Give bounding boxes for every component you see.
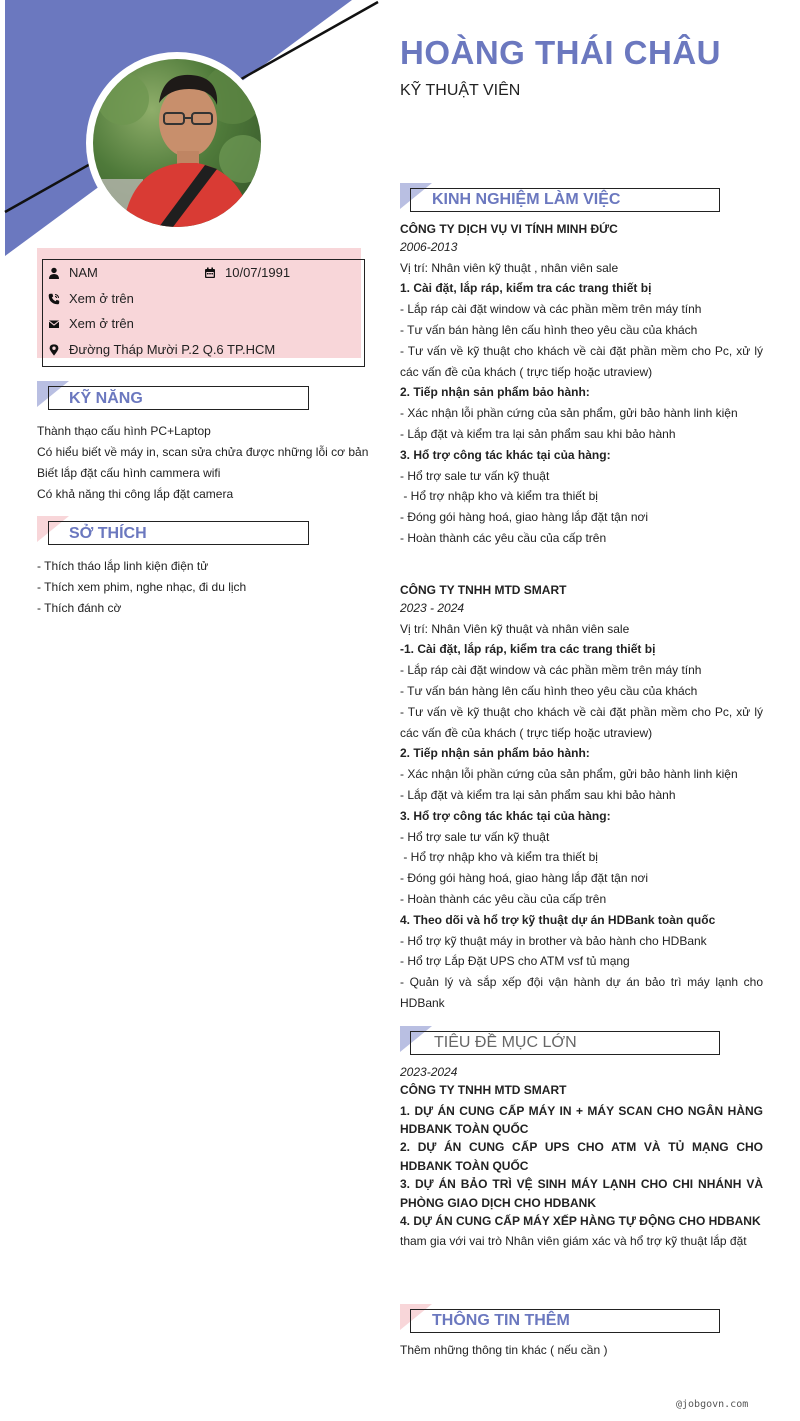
job-position: Vị trí: Nhân viên kỹ thuật , nhân viên sale bbox=[400, 260, 619, 275]
duty-heading: 4. Theo dõi và hổ trợ kỹ thuật dự án HDBank toàn quốc bbox=[400, 912, 716, 927]
duty-item: - Tư vấn bán hàng lên cấu hình theo yêu cầu của khách bbox=[400, 322, 698, 337]
job-period: 2023 - 2024 bbox=[400, 600, 465, 615]
contact-birthday bbox=[204, 265, 290, 280]
hobby-item: - Thích tháo lắp linh kiện điện tử bbox=[37, 559, 209, 573]
birthday-value: 10/07/1991 bbox=[225, 265, 291, 280]
hobby-item: - Thích đánh cờ bbox=[37, 601, 122, 615]
job-position: Vị trí: Nhân Viên kỹ thuật và nhân viên sale bbox=[400, 621, 630, 636]
duty-item: - Lắp đặt và kiểm tra lại sản phẩm sau khi bảo hành bbox=[400, 426, 676, 441]
duty-item: - Xác nhận lỗi phần cứng của sản phẩm, gửi bảo hành linh kiện bbox=[400, 767, 738, 782]
duty-heading: 1. Cài đặt, lắp ráp, kiểm tra các trang thiết bị bbox=[400, 281, 652, 296]
project-role: tham gia với vai trò Nhân viên giám xác và hổ trợ kỹ thuật lắp đặt bbox=[400, 1234, 747, 1249]
section-title: KỸ NĂNG bbox=[69, 390, 143, 407]
duty-heading: 2. Tiếp nhận sản phẩm bảo hành: bbox=[400, 746, 590, 761]
gender-value: NAM bbox=[69, 265, 98, 280]
contact-email[interactable] bbox=[48, 316, 134, 331]
contact-address bbox=[48, 342, 275, 357]
avatar bbox=[86, 52, 268, 234]
hobby-item: - Thích xem phim, nghe nhạc, đi du lịch bbox=[37, 580, 247, 594]
section-title: TIÊU ĐỀ MỤC LỚN bbox=[434, 1034, 577, 1051]
duty-item: - Lắp đặt và kiểm tra lại sản phẩm sau khi bảo hành bbox=[400, 787, 676, 802]
duty-heading: 2. Tiếp nhận sản phẩm bảo hành: bbox=[400, 385, 590, 400]
project-company: CÔNG TY TNHH MTD SMART bbox=[400, 1082, 567, 1097]
duty-item: - Tư vấn về kỹ thuật cho khách về cài đặt phần mềm cho Pc, xử lý các vấn đề của khách ( trực tiếp hoặc utraview) bbox=[400, 704, 763, 740]
duty-item: - Hổ trợ sale tư vấn kỹ thuật bbox=[400, 468, 550, 483]
email-value: Xem ở trên bbox=[69, 316, 134, 331]
duty-heading-text: 1. Cài đặt, lắp ráp, kiểm tra các trang thiết bị bbox=[404, 642, 656, 657]
contact-gender bbox=[48, 265, 98, 280]
duty-item: - Lắp ráp cài đặt window và các phần mềm trên máy tính bbox=[400, 663, 702, 678]
candidate-name: HOÀNG THÁI CHÂU bbox=[400, 34, 721, 71]
duty-item: - Hổ trợ nhập kho và kiểm tra thiết bị bbox=[400, 489, 598, 504]
duty-heading: 3. Hổ trợ công tác khác tại của hàng: bbox=[400, 447, 611, 462]
job-entry-2 bbox=[400, 580, 763, 1014]
project-item: 2. DỰ ÁN CUNG CẤP UPS CHO ATM VÀ TỦ MẠNG CHO HDBANK TOÀN QUỐC bbox=[400, 1140, 763, 1173]
section-title: KINH NGHIỆM LÀM VIỆC bbox=[432, 191, 621, 208]
job-period: 2006-2013 bbox=[400, 239, 458, 254]
project-item: 4. DỰ ÁN CUNG CẤP MÁY XẾP HÀNG TỰ ĐỘNG CHO HDBANK bbox=[400, 1214, 761, 1229]
duty-heading bbox=[400, 639, 763, 660]
company-name: CÔNG TY DỊCH VỤ VI TÍNH MINH ĐỨC bbox=[400, 222, 618, 236]
duty-item: - Hổ trợ nhập kho và kiểm tra thiết bị bbox=[400, 850, 598, 865]
calendar-icon bbox=[204, 267, 216, 279]
skills-list bbox=[37, 421, 368, 505]
project-item: 3. DỰ ÁN BẢO TRÌ VỆ SINH MÁY LẠNH CHO CHI NHÁNH VÀ PHÒNG GIAO DỊCH CHO HDBANK bbox=[400, 1177, 763, 1210]
project-period: 2023-2024 bbox=[400, 1065, 458, 1079]
contact-phone[interactable] bbox=[48, 291, 134, 306]
duty-item: - Tư vấn về kỹ thuật cho khách về cài đặt phần mềm cho Pc, xử lý các vấn đề của khách ( trực tiếp hoặc utraview) bbox=[400, 343, 763, 379]
avatar-photo bbox=[93, 59, 261, 227]
duty-item: - Hoàn thành các yêu cầu của cấp trên bbox=[400, 891, 607, 906]
projects-block bbox=[400, 1062, 763, 1252]
skill-item: Có khả năng thi công lắp đặt camera bbox=[37, 487, 234, 501]
duty-item: - Tư vấn bán hàng lên cấu hình theo yêu cầu của khách bbox=[400, 683, 698, 698]
candidate-job-title: KỸ THUẬT VIÊN bbox=[400, 82, 521, 99]
duty-item: - Đóng gói hàng hoá, giao hàng lắp đặt tận nơi bbox=[400, 871, 649, 886]
duty-heading-prefix: - bbox=[400, 642, 404, 657]
extra-text: Thêm những thông tin khác ( nếu cần ) bbox=[400, 1343, 608, 1357]
duty-item: - Hổ trợ Lắp Đặt UPS cho ATM vsf tủ mạng bbox=[400, 954, 630, 969]
location-icon bbox=[48, 344, 60, 356]
watermark: @jobgovn.com bbox=[676, 1399, 749, 1410]
duty-item: - Xác nhận lỗi phần cứng của sản phẩm, gửi bảo hành linh kiện bbox=[400, 406, 738, 421]
skill-item: Thành thạo cấu hình PC+Laptop bbox=[37, 424, 211, 438]
address-value: Đường Tháp Mười P.2 Q.6 TP.HCM bbox=[69, 342, 276, 357]
project-item: 1. DỰ ÁN CUNG CẤP MÁY IN + MÁY SCAN CHO NGÂN HÀNG HDBANK TOÀN QUỐC bbox=[400, 1103, 763, 1136]
duty-item: - Hổ trợ sale tư vấn kỹ thuật bbox=[400, 829, 550, 844]
email-icon bbox=[48, 318, 60, 330]
duty-heading: 3. Hổ trợ công tác khác tại của hàng: bbox=[400, 808, 611, 823]
duty-item: - Hổ trợ kỹ thuật máy in brother và bảo hành cho HDBank bbox=[400, 933, 707, 948]
section-title: SỞ THÍCH bbox=[69, 525, 147, 542]
phone-icon bbox=[48, 293, 60, 305]
duty-item: - Lắp ráp cài đặt window và các phần mềm trên máy tính bbox=[400, 302, 702, 317]
skill-item: Có hiểu biết về máy in, scan sửa chửa được những lỗi cơ bản bbox=[37, 445, 369, 459]
duty-item: - Quản lý và sắp xếp đội vận hành dự án bảo trì máy lạnh cho HDBank bbox=[400, 975, 763, 1010]
user-icon bbox=[48, 267, 60, 279]
section-title: THÔNG TIN THÊM bbox=[432, 1312, 570, 1329]
job-entry-1 bbox=[400, 219, 763, 549]
duty-item: - Hoàn thành các yêu cầu của cấp trên bbox=[400, 530, 607, 545]
duty-item: - Đóng gói hàng hoá, giao hàng lắp đặt tận nơi bbox=[400, 510, 649, 525]
phone-value: Xem ở trên bbox=[69, 291, 134, 306]
company-name: CÔNG TY TNHH MTD SMART bbox=[400, 583, 567, 597]
hobbies-list bbox=[37, 556, 246, 619]
skill-item: Biết lắp đặt cấu hình cammera wifi bbox=[37, 466, 221, 480]
